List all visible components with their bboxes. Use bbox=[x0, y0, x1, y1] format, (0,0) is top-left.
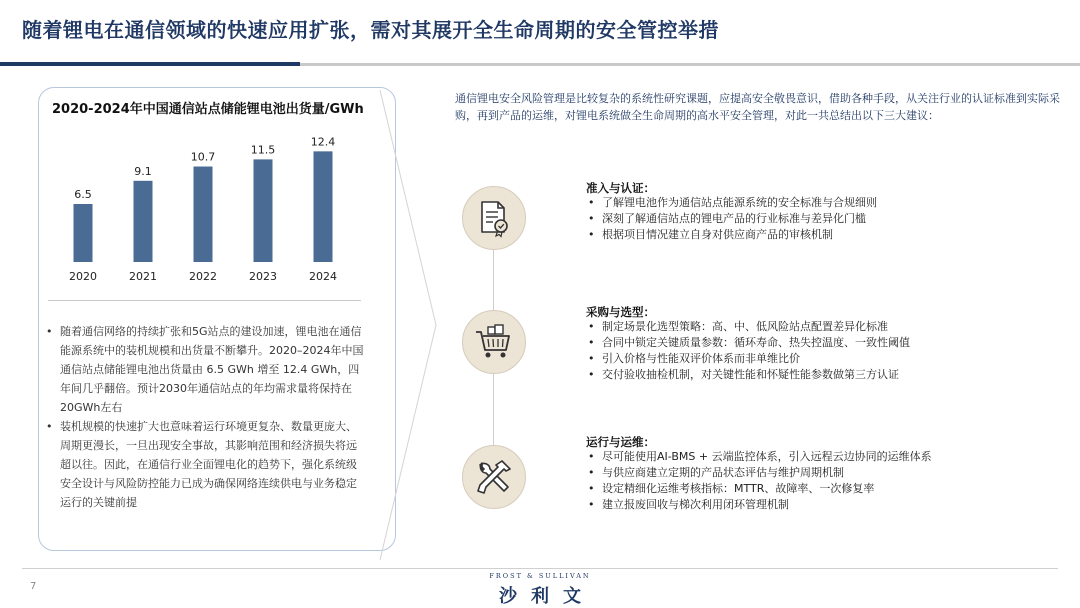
logo: 沙利文 bbox=[499, 586, 595, 607]
section-title-certification: 准入与认证： bbox=[586, 181, 655, 195]
section-list-operations bbox=[586, 449, 1056, 513]
x-tick-label-2022: 2022 bbox=[189, 270, 217, 283]
x-tick-label-2021: 2021 bbox=[129, 270, 157, 283]
bar-2022 bbox=[194, 167, 213, 262]
list-item: • 深刻了解通信站点的锂电产品的行业标准与差异化门槛 bbox=[586, 211, 1056, 227]
data-label-2024: 12.4 bbox=[310, 135, 336, 149]
intro-text: 通信锂电安全风险管理是比较复杂的系统性研究课题，应提高安全敬畏意识，借助各种手段，从关注行业的认证标准到实际采购，再到产品的运维，对锂电系统做全生命周期的高水平安全管理，对此一共总结出以下三大建议： bbox=[455, 92, 1060, 122]
title-divider bbox=[300, 63, 1080, 66]
tools-icon bbox=[474, 457, 514, 497]
section-title-procurement: 采购与选型： bbox=[586, 305, 655, 319]
chart-title: 2020-2024年中国通信站点储能锂电池出货量/GWh bbox=[52, 102, 364, 117]
tools-icon-circle bbox=[462, 445, 526, 509]
connector-line bbox=[493, 250, 494, 310]
chevron-divider bbox=[378, 90, 440, 560]
bar-2021 bbox=[134, 181, 153, 262]
left-bullet-list bbox=[44, 322, 366, 512]
list-item: • 了解锂电池作为通信站点能源系统的安全标准与合规细则 bbox=[586, 195, 1056, 211]
chart-divider bbox=[48, 300, 361, 301]
shopping-cart-icon-circle bbox=[462, 310, 526, 374]
list-item: • 制定场景化选型策略：高、中、低风险站点配置差异化标准 bbox=[586, 319, 1056, 335]
list-item: • 交付验收抽检机制，对关键性能和怀疑性能参数做第三方认证 bbox=[586, 367, 1056, 383]
certificate-icon bbox=[474, 198, 514, 238]
section-title-operations: 运行与运维： bbox=[586, 435, 655, 449]
page-number: 7 bbox=[30, 581, 37, 592]
data-label-2020: 6.5 bbox=[74, 188, 92, 201]
title-underline bbox=[0, 62, 300, 66]
left-bullet-item: • 随着通信网络的持续扩张和5G站点的建设加速，锂电池在通信能源系统中的装机规模和出货量不断攀升。2020–2024年中国通信站点储能锂电池出货量由 6.5 GWh 增至 12.4 GWh，四年间几乎翻倍。预计2030年通信站点的年均需求量将保持在20GWh左右 bbox=[44, 322, 366, 417]
bar-2024 bbox=[314, 151, 333, 262]
connector-line bbox=[493, 370, 494, 445]
shopping-cart-icon bbox=[474, 322, 514, 362]
bar-2023 bbox=[254, 159, 273, 262]
list-item: • 引入价格与性能双评价体系而非单维比价 bbox=[586, 351, 1056, 367]
section-list-procurement bbox=[586, 319, 1056, 383]
x-tick-label-2020: 2020 bbox=[69, 270, 97, 283]
x-tick-label-2023: 2023 bbox=[249, 270, 277, 283]
list-item: • 尽可能使用AI-BMS + 云端监控体系，引入远程云边协同的运维体系 bbox=[586, 449, 1056, 465]
data-label-2021: 9.1 bbox=[134, 164, 152, 178]
certificate-icon-circle bbox=[462, 186, 526, 250]
list-item: • 合同中锁定关键质量参数：循环寿命、热失控温度、一致性阈值 bbox=[586, 335, 1056, 351]
section-list-certification bbox=[586, 195, 1056, 243]
x-tick-label-2024: 2024 bbox=[309, 270, 337, 283]
bar-2020 bbox=[74, 204, 93, 262]
data-label-2022: 10.7 bbox=[190, 150, 216, 164]
list-item: • 设定精细化运维考核指标：MTTR、故障率、一次修复率 bbox=[586, 481, 1056, 497]
bar-chart bbox=[46, 130, 366, 295]
left-bullet-item: • 装机规模的快速扩大也意味着运行环境更复杂、数量更庞大、周期更漫长，一旦出现安全事故，其影响范围和经济损失将远超以往。因此，在通信行业全面锂电化的趋势下，强化系统级安全设计与风险防控能力已成为确保网络连续供电与业务稳定运行的关键前提 bbox=[44, 417, 366, 512]
page-title: 随着锂电在通信领域的快速应用扩张，需对其展开全生命周期的安全管控举措 bbox=[22, 18, 719, 42]
logo-wordmark: FROST & SULLIVAN bbox=[489, 572, 591, 580]
data-label-2023: 11.5 bbox=[250, 143, 276, 157]
list-item: • 与供应商建立定期的产品状态评估与维护周期机制 bbox=[586, 465, 1056, 481]
list-item: • 建立报废回收与梯次利用闭环管理机制 bbox=[586, 497, 1056, 513]
list-item: • 根据项目情况建立自身对供应商产品的审核机制 bbox=[586, 227, 1056, 243]
footer-divider bbox=[22, 568, 1058, 569]
